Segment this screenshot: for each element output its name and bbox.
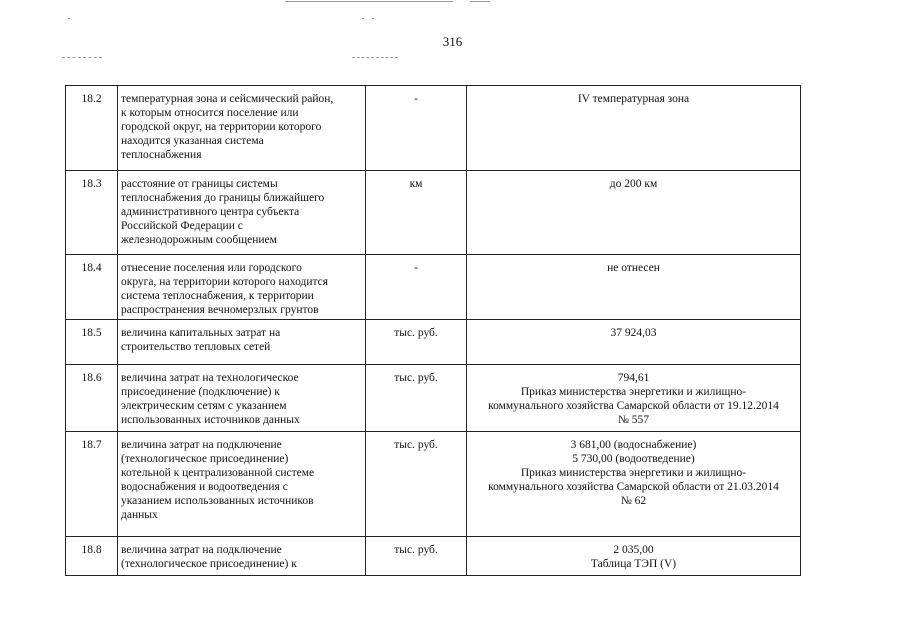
scan-artifact <box>470 1 490 2</box>
parameter-name-line: присоединение (подключение) к <box>121 386 280 398</box>
table-row <box>66 255 801 320</box>
parameter-name-line: система теплоснабжения, к территории <box>121 290 314 302</box>
scan-artifact <box>285 1 453 2</box>
value-line: 5 730,00 (водоотведение) <box>572 453 695 465</box>
scan-artifact <box>372 18 374 19</box>
parameter-name <box>118 255 366 320</box>
parameter-name-line: Российской Федерации с <box>121 220 243 232</box>
parameter-name-line: электрическим сетям с указанием <box>121 400 287 412</box>
parameter-name-line: железнодорожным сообщением <box>121 234 277 246</box>
row-number: 18.7 <box>66 432 118 537</box>
parameter-name-line: указанием использованных источников <box>121 495 314 507</box>
parameter-name <box>118 171 366 255</box>
table-body <box>66 86 801 576</box>
value-cell <box>467 86 801 171</box>
parameter-name-line: округа, на территории которого находится <box>121 276 329 288</box>
value-cell <box>467 365 801 432</box>
row-number: 18.2 <box>66 86 118 171</box>
parameter-name-line: величина затрат на подключение <box>121 544 282 556</box>
scan-artifact <box>68 18 70 19</box>
value-line: Приказ министерства энергетики и жилищно- <box>520 386 747 398</box>
scan-artifact <box>362 18 364 19</box>
parameter-name-line: распространения вечномерзлых грунтов <box>121 304 319 316</box>
scan-artifact <box>352 57 398 58</box>
value-line: 3 681,00 (водоснабжение) <box>570 439 697 451</box>
value-line: 794,61 <box>617 372 650 384</box>
parameter-name-line: к которым относится поселение или <box>121 107 299 119</box>
row-number: 18.4 <box>66 255 118 320</box>
parameter-name-line: (технологическое присоединение) к <box>121 558 297 570</box>
unit-cell: - <box>366 255 467 320</box>
parameter-name-line: данных <box>121 509 158 521</box>
value-line: № 557 <box>617 414 650 426</box>
value-line: до 200 км <box>609 178 658 190</box>
table-row <box>66 171 801 255</box>
value-cell <box>467 537 801 576</box>
parameter-name-line: (технологическое присоединение) <box>121 453 289 465</box>
parameter-name-line: котельной к централизованной системе <box>121 467 315 479</box>
unit-cell: тыс. руб. <box>366 320 467 365</box>
parameter-name <box>118 320 366 365</box>
unit-cell: тыс. руб. <box>366 432 467 537</box>
table-row <box>66 365 801 432</box>
parameter-name-line: температурная зона и сейсмический район, <box>121 93 334 105</box>
parameter-name <box>118 365 366 432</box>
parameter-name-line: величина затрат на технологическое <box>121 372 299 384</box>
parameter-name-line: расстояние от границы системы <box>121 178 278 190</box>
parameters-table <box>65 85 801 576</box>
value-line: IV температурная зона <box>577 93 690 105</box>
table-row <box>66 86 801 171</box>
page-number: 316 <box>442 34 463 49</box>
parameter-name-line: отнесение поселения или городского <box>121 262 302 274</box>
table-row <box>66 537 801 576</box>
parameter-name-line: строительство тепловых сетей <box>121 341 271 353</box>
unit-cell: - <box>366 86 467 171</box>
scan-artifact <box>62 57 102 58</box>
unit-cell: тыс. руб. <box>366 537 467 576</box>
value-cell <box>467 171 801 255</box>
value-cell <box>467 320 801 365</box>
parameter-name <box>118 86 366 171</box>
table-row <box>66 432 801 537</box>
value-cell <box>467 255 801 320</box>
parameter-name-line: водоснабжения и водоотведения с <box>121 481 288 493</box>
value-line: 2 035,00 <box>613 544 654 556</box>
parameter-name-line: величина затрат на подключение <box>121 439 282 451</box>
row-number: 18.5 <box>66 320 118 365</box>
parameter-name-line: административного центра субъекта <box>121 206 300 218</box>
value-line: коммунального хозяйства Самарской области от 19.12.2014 <box>488 400 779 412</box>
row-number: 18.8 <box>66 537 118 576</box>
parameter-name-line: теплоснабжения <box>121 149 202 161</box>
value-line: коммунального хозяйства Самарской области от 21.03.2014 <box>488 481 779 493</box>
value-cell <box>467 432 801 537</box>
parameter-name-line: теплоснабжения до границы ближайшего <box>121 192 325 204</box>
row-number: 18.3 <box>66 171 118 255</box>
parameter-name-line: величина капитальных затрат на <box>121 327 281 339</box>
value-line: Приказ министерства энергетики и жилищно- <box>520 467 747 479</box>
unit-cell: тыс. руб. <box>366 365 467 432</box>
parameter-name-line: городской округ, на территории которого <box>121 121 322 133</box>
parameter-name <box>118 537 366 576</box>
value-line: не отнесен <box>607 262 660 274</box>
parameter-name-line: использованных источников данных <box>121 414 300 426</box>
row-number: 18.6 <box>66 365 118 432</box>
table-row <box>66 320 801 365</box>
value-line: 37 924,03 <box>610 327 657 339</box>
value-line: № 62 <box>620 495 647 507</box>
unit-cell: км <box>366 171 467 255</box>
value-line: Таблица ТЭП (V) <box>590 558 677 570</box>
parameter-name-line: находится указанная система <box>121 135 264 147</box>
parameter-name <box>118 432 366 537</box>
